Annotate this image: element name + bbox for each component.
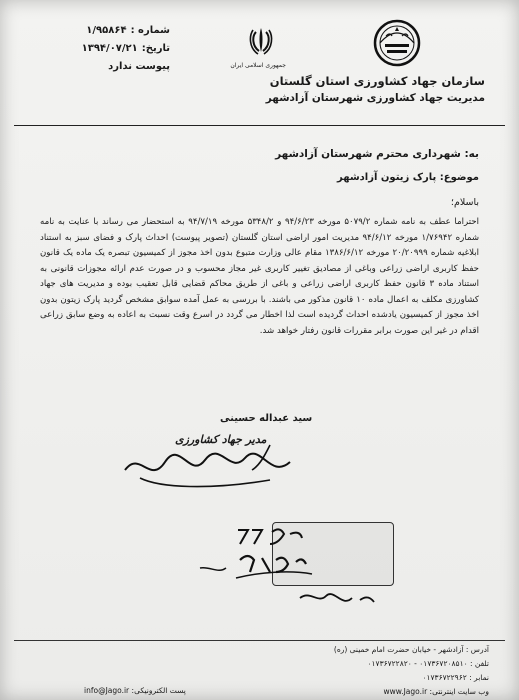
footer-divider xyxy=(14,640,505,641)
letter-attachment: پیوست ندارد xyxy=(108,61,170,72)
recipient-line: به: شهرداری محترم شهرستان آزادشهر xyxy=(275,148,479,160)
letter-date-label: تاریخ: xyxy=(141,43,170,54)
subject-line: موضوع: پارک زیتون آزادشهر xyxy=(337,172,479,183)
footer-email-block xyxy=(84,686,186,695)
letter-body-paragraph: احتراما عطف به نامه شماره ۵۰۷۹/۲ مورخه ۹۴/۶/۲۳ و ۵۳۴۸/۲ مورخه ۹۴/۷/۱۹ به استحضار می رساند با عنایت به نامه شماره ۱/۷۶۹۴۲ مورخه ۹۴/۶/۱۲ مدیریت امور اراضی استان گلستان (تصویر پیوست) احداث پارک و فضای سبز به استناد ابلاغیه شماره ۲۰/۲۰۹۹۹ مورخه ۱۳۸۶/۶/۱۲ مقام عالی وزارت متبوع بدون اخذ مجوز از کمیسیون تبصره یک ماده یک قانون حفظ کاربری اراضی زراعی وباغی از مصادیق تغییر کاربری غیر مجاز محسوب و در صورت عدم ارائه مجوزات قانونی به استناد ماده ۳ قانون حفظ کاربری اراضی زراعی و باغی از طریق محاکم قضایی قابل تعقیب بوده و مدیریت های جهاد کشاورزی مکلف به اعمال ماده ۱۰ قانون مذکور می باشند. با بررسی به عمل آمده سوابق مشخص گردید پارک زیتون بدون اخذ مجوز از کمیسیون یادشده احداث گردیده است لذا اخطار می گردد در اسرع وقت نسبت به اعاده به وضع سابق زراعی اقدام در غیر این صورت برابر مقررات قانون رفتار خواهد شد. xyxy=(40,217,480,336)
signer-name: سید عبداله حسینی xyxy=(220,413,313,424)
footer-contact xyxy=(189,643,489,699)
footer-email[interactable]: info@Jago.ir xyxy=(84,686,130,695)
footer-phone: تلفن : ۰۱۷۳۶۷۲۰۸۵۱۰ - ۰۱۷۳۶۷۲۲۸۲۰ xyxy=(367,659,489,668)
organization-line-2: مدیریت جهاد کشاورزی شهرستان آزادشهر xyxy=(265,92,485,104)
footer-fax: نمابر : ۰۱۷۳۶۷۲۲۹۶۲ xyxy=(422,673,489,682)
footer-website[interactable]: وب سایت اینترنتی: www.Jago.ir xyxy=(383,687,489,696)
signer-title: مدیر جهاد کشاورزی xyxy=(175,433,267,446)
footer-email-label: پست الکترونیکی: xyxy=(131,686,186,695)
organization-line-1: سازمان جهاد کشاورزی استان گلستان xyxy=(269,74,485,88)
emblem-caption: جمهوری اسلامی ایران xyxy=(230,62,286,69)
footer-address: آدرس : آزادشهر - خیابان حضرت امام خمینی (ره) xyxy=(333,645,489,654)
greeting: باسلام؛ xyxy=(450,197,479,208)
letter-date-value: ۱۳۹۴/۰۷/۲۱ xyxy=(81,43,138,54)
letter-number-value: ۱/۹۵۸۶۴ xyxy=(86,25,127,36)
letter-number-label: شماره : xyxy=(130,25,170,36)
